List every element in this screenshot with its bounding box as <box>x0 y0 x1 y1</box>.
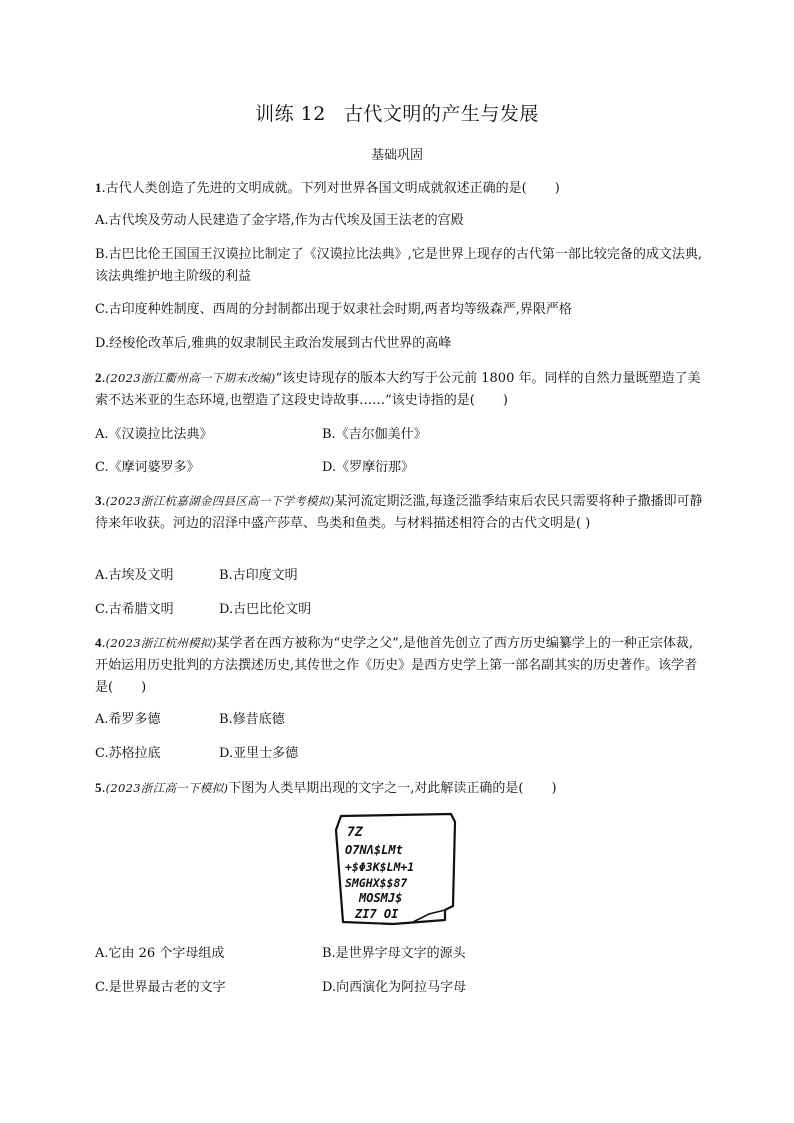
question-2-option-a[interactable]: A.《汉谟拉比法典》 <box>95 427 213 442</box>
question-2-stem: 2.(2023浙江衢州高一下期末改编)“该史诗现存的版本大约写于公元前 1800 年。同样的自然力量既塑造了美索不达米亚的生态环境,也塑造了这段史诗故事……”该史诗指的是( ) <box>95 370 701 408</box>
question-3-source: (2023浙江杭嘉湖金四县区高一下学考模拟) <box>105 494 335 508</box>
question-4-option-b[interactable]: B.修昔底德 <box>219 712 285 727</box>
question-4-option-d[interactable]: D.亚里士多德 <box>219 746 299 761</box>
inscription-line-5: MOSMJ$ <box>359 891 403 905</box>
question-3-option-a[interactable]: A.古埃及文明 <box>95 568 174 583</box>
question-5-option-c[interactable]: C.是世界最古老的文字 <box>95 980 226 995</box>
question-2-option-d[interactable]: D.《罗摩衍那》 <box>322 460 415 475</box>
page-title <box>0 99 794 126</box>
question-5-option-b[interactable]: B.是世界字母文字的源头 <box>322 946 466 961</box>
inscription-line-6: ZI7 OI <box>355 907 399 921</box>
question-1-stem: 1.古代人类创造了先进的文明成就。下列对世界各国文明成就叙述正确的是( ) <box>95 180 560 196</box>
question-2-option-b[interactable]: B.《吉尔伽美什》 <box>322 427 427 442</box>
section-heading: 基础巩固 <box>370 148 423 163</box>
question-5-stem: 5.(2023浙江高一下模拟)下图为人类早期出现的文字之一,对此解读正确的是( ) <box>95 780 557 796</box>
question-4-source: (2023浙江杭州模拟) <box>105 636 217 650</box>
inscription-line-4: SMGHX$$87 <box>345 876 408 890</box>
question-5-option-d[interactable]: D.向西演化为阿拉马字母 <box>322 980 467 995</box>
question-4-option-a[interactable]: A.希罗多德 <box>95 712 161 727</box>
question-1-option-c[interactable]: C.古印度种姓制度、西周的分封制都出现于奴隶社会时期,两者均等级森严,界限严格 <box>95 302 572 317</box>
question-4-stem: 4.(2023浙江杭州模拟)某学者在西方被称为“史学之父”,是他首先创立了西方历史编纂学上的一种正宗体裁,开始运用历史批判的方法撰述历史,其传世之作《历史》是西方史学上第一部名副其实的历史著作。该学者是( ) <box>95 635 698 695</box>
question-1-option-d[interactable]: D.经梭伦改革后,雅典的奴隶制民主政治发展到古代世界的高峰 <box>95 336 452 351</box>
inscription-line-1: 7Z <box>347 825 363 840</box>
question-3-option-d[interactable]: D.古巴比伦文明 <box>219 602 312 617</box>
question-1-option-b[interactable]: B.古巴比伦王国国王汉谟拉比制定了《汉谟拉比法典》,它是世界上现存的古代第一部比较完备的成文法典,该法典维护地主阶级的利益 <box>95 247 702 284</box>
question-3-stem: 3.(2023浙江杭嘉湖金四县区高一下学考模拟)某河流定期泛滥,每逢泛滥季结束后农民只需要将种子撒播即可静待来年收获。河边的沼泽中盛产莎草、鸟类和鱼类。与材料描述相符合的古代文明是( ) <box>95 493 703 531</box>
question-1-option-a[interactable]: A.古代埃及劳动人民建造了金字塔,作为古代埃及国王法老的宫殿 <box>95 213 464 228</box>
inscription-line-3: +$Φ3K$LM+1 <box>345 860 415 874</box>
question-4-option-c[interactable]: C.苏格拉底 <box>95 746 161 761</box>
question-2-option-c[interactable]: C.《摩诃婆罗多》 <box>95 460 200 475</box>
lesson-number: 训练 12 <box>255 103 326 125</box>
question-3-option-c[interactable]: C.古希腊文明 <box>95 602 174 617</box>
ancient-script-tablet-image <box>333 810 461 928</box>
inscription-line-2: O7NΛ$LMt <box>345 843 403 857</box>
question-5-option-a[interactable]: A.它由 26 个字母组成 <box>95 946 225 961</box>
question-3-option-b[interactable]: B.古印度文明 <box>219 568 298 583</box>
lesson-title: 古代文明的产生与发展 <box>343 103 539 125</box>
question-5-source: (2023浙江高一下模拟) <box>105 781 229 795</box>
question-2-source: (2023浙江衢州高一下期末改编) <box>105 371 276 385</box>
